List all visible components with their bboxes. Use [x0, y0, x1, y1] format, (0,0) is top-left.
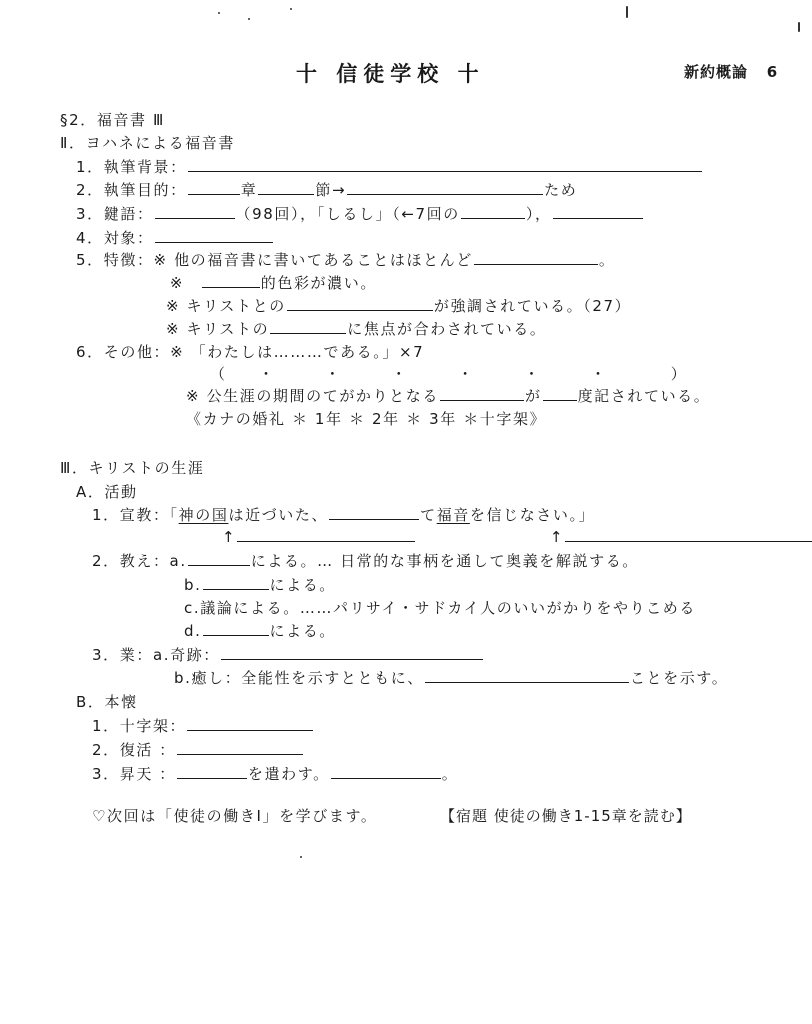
answer-blank — [177, 740, 303, 755]
answer-blank — [425, 668, 629, 683]
label: （98回），「しるし」（←7回の — [235, 205, 460, 223]
label: は近づいた、 — [228, 506, 329, 524]
next-class-note: ♡次回は「使徒の働きⅠ」を学びます。 — [92, 807, 378, 825]
answer-blank — [188, 157, 702, 172]
item-works — [92, 645, 484, 665]
label: 3．昇天 ： — [92, 765, 176, 783]
arrow-line — [222, 527, 812, 547]
page-title: 十 信徒学校 十 — [296, 62, 485, 86]
item-features — [76, 250, 616, 270]
answer-blank — [155, 204, 235, 219]
feature-line — [166, 319, 546, 339]
label: 4．対象： — [76, 229, 154, 247]
label: ※ 公生涯の期間のてがかりとなる — [186, 387, 439, 405]
teaching-b — [184, 575, 336, 595]
scan-speck — [300, 856, 302, 858]
label: ※ キリストの — [166, 320, 270, 338]
answer-blank — [177, 764, 247, 779]
answer-blank — [331, 764, 441, 779]
section-heading: §2．福音書 Ⅲ — [60, 111, 165, 129]
underlined-gospel: 福音 — [436, 506, 470, 524]
answer-blank — [543, 386, 577, 401]
label: b. — [184, 576, 202, 594]
label: 的色彩が濃い。 — [260, 274, 377, 292]
item-ascension — [92, 764, 458, 784]
course-name — [684, 61, 778, 82]
scan-speck — [626, 6, 628, 18]
answer-blank — [440, 386, 524, 401]
up-arrow-icon: ↑ — [549, 528, 565, 546]
ministry-clue-line — [186, 386, 710, 406]
label: ため — [544, 181, 578, 199]
label: を信じなさい。」 — [469, 506, 596, 524]
item-writing-purpose — [76, 180, 577, 200]
page-number: 6 — [766, 63, 779, 81]
answer-blank — [188, 551, 250, 566]
subsection-activity: A．活動 — [76, 483, 138, 501]
label: に焦点が合わされている。 — [347, 320, 547, 338]
answer-blank — [188, 180, 240, 195]
answer-blank — [155, 228, 273, 243]
note-mark: ※ — [169, 274, 185, 292]
answer-blank — [474, 250, 598, 265]
label: 2．教え：a. — [92, 552, 187, 570]
answer-blank — [203, 575, 269, 590]
subsection-purpose: B．本懐 — [76, 693, 138, 711]
answer-blank — [347, 180, 543, 195]
paren-close: ） — [670, 365, 688, 383]
works-healing — [174, 668, 728, 688]
scan-speck — [248, 18, 250, 20]
label: が — [524, 387, 542, 405]
item-keywords — [76, 204, 644, 224]
item-resurrection — [92, 740, 304, 760]
label: b.癒し：全能性を示すとともに、 — [174, 669, 424, 687]
homework-note: 【宿題 使徒の働き1-15章を読む】 — [440, 807, 692, 825]
answer-blank — [287, 296, 433, 311]
answer-blank — [202, 273, 260, 288]
answer-blank — [565, 527, 812, 542]
timeline-line: 《カナの婚礼 ＊ 1年 ＊ 2年 ＊ 3年 ＊十字架》 — [186, 410, 547, 428]
answer-blank — [553, 204, 643, 219]
label: 1．執筆背景： — [76, 158, 187, 176]
label: ※ キリストとの — [166, 297, 286, 315]
label: 度記されている。 — [577, 387, 711, 405]
dots: ・ ・ ・ ・ ・ ・ — [258, 365, 608, 383]
label: を遣わす。 — [247, 765, 330, 783]
chapter-label: 章 — [240, 181, 258, 199]
feature-line — [166, 273, 377, 293]
part2-heading: Ⅱ．ヨハネによる福音書 — [60, 134, 235, 152]
label: ことを示す。 — [629, 669, 729, 687]
item-audience — [76, 228, 274, 248]
label: による。… 日常的な事柄を通して奥義を解説する。 — [250, 552, 639, 570]
answer-blank — [221, 645, 483, 660]
label: 2．復活 ： — [92, 741, 176, 759]
answer-blank — [187, 716, 313, 731]
label: 3．鍵語： — [76, 205, 154, 223]
feature-line — [166, 296, 631, 316]
label: ）， — [525, 205, 552, 223]
item-cross — [92, 716, 314, 736]
label: 。 — [441, 765, 459, 783]
up-arrow-icon: ↑ — [222, 528, 237, 546]
answer-blank — [270, 319, 346, 334]
label: 1．宣教：「 — [92, 506, 179, 524]
i-am-blanks — [210, 364, 687, 384]
scan-speck — [798, 22, 800, 32]
answer-blank — [237, 527, 415, 542]
label: による。 — [269, 622, 336, 640]
answer-blank — [203, 621, 269, 636]
scan-speck — [218, 12, 220, 14]
label: d. — [184, 622, 202, 640]
part3-heading: Ⅲ．キリストの生涯 — [60, 459, 205, 477]
teaching-c: c.議論による。……パリサイ・サドカイ人のいいがかりをやりこめる — [184, 599, 696, 617]
verse-label: 節→ — [315, 181, 347, 199]
label: 1．十字架： — [92, 717, 187, 735]
paren-open: （ — [210, 365, 227, 383]
item-preaching — [92, 505, 595, 525]
item-teaching — [92, 551, 639, 571]
label: 5．特徴：※ 他の福音書に書いてあることはほとんど — [76, 251, 473, 269]
item-writing-background — [76, 157, 703, 177]
label: が強調されている。（27） — [433, 297, 632, 315]
teaching-d — [184, 621, 336, 641]
label: て — [420, 506, 437, 524]
item-other: 6．その他：※ 「わたしは………である。」×7 — [76, 343, 425, 361]
label: 。 — [598, 251, 616, 269]
answer-blank — [329, 505, 419, 520]
course-label: 新約概論 — [684, 63, 749, 81]
answer-blank — [258, 180, 314, 195]
underlined-kingdom: 神の国 — [178, 506, 229, 524]
label: 3．業：a.奇跡： — [92, 646, 220, 664]
answer-blank — [461, 204, 525, 219]
label: 2．執筆目的： — [76, 181, 187, 199]
scan-speck — [290, 8, 292, 10]
label: による。 — [269, 576, 336, 594]
